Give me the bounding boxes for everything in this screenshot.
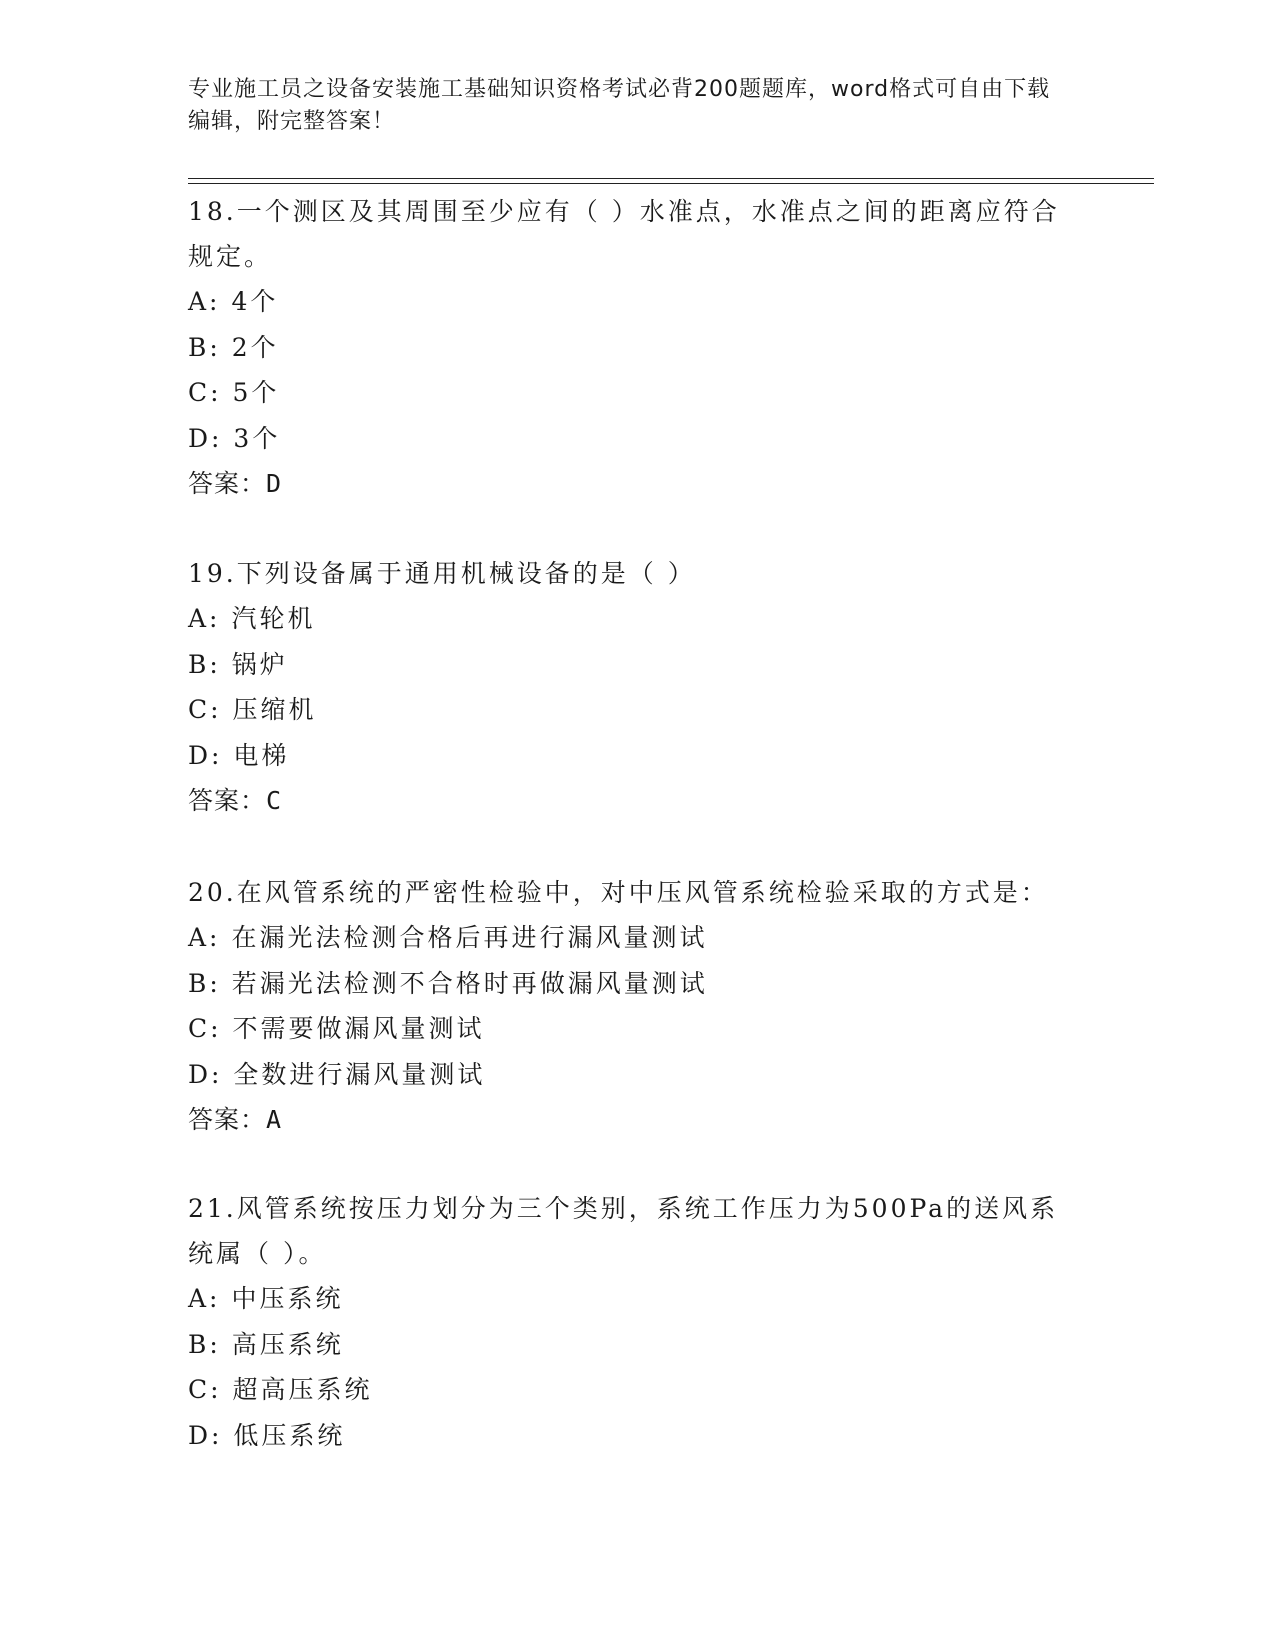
header-divider-top <box>188 178 1154 179</box>
option-label: A: <box>188 287 221 316</box>
answer-label: 答案： <box>188 469 267 498</box>
answer-line <box>188 778 1078 823</box>
option-label: A: <box>188 1284 221 1313</box>
option-d <box>188 1052 1078 1098</box>
question-text: 下列设备属于通用机械设备的是（ ） <box>236 559 696 588</box>
option-text: 若漏光法检测不合格时再做漏风量测试 <box>231 968 708 998</box>
option-d <box>188 416 1078 462</box>
option-label: D: <box>188 423 223 453</box>
option-c <box>188 370 1078 416</box>
option-d <box>188 1413 1078 1459</box>
option-label: A: <box>188 923 221 952</box>
option-label: B: <box>188 332 221 362</box>
option-text: 电梯 <box>233 740 290 770</box>
option-b <box>188 1322 1078 1368</box>
question-18 <box>188 189 1078 506</box>
document-header <box>188 74 1068 138</box>
option-text: 汽轮机 <box>231 604 316 633</box>
header-divider-bottom <box>188 183 1154 184</box>
answer-line <box>188 1097 1078 1142</box>
answer-line <box>188 461 1078 506</box>
question-20 <box>188 870 1078 1142</box>
option-text: 超高压系统 <box>232 1375 373 1404</box>
question-number: 18. <box>188 197 237 226</box>
option-text: 在漏光法检测合格后再进行漏风量测试 <box>231 923 708 952</box>
option-text: 高压系统 <box>231 1329 344 1359</box>
option-label: C: <box>188 378 222 407</box>
option-text: 不需要做漏风量测试 <box>232 1014 485 1043</box>
header-text: 专业施工员之设备安装施工基础知识资格考试必背200题题库，word格式可自由下载编辑，附完整答案！ <box>188 77 1051 134</box>
option-text: 2个 <box>231 332 279 362</box>
option-c <box>188 1367 1078 1413</box>
answer-value: A <box>266 1105 283 1134</box>
question-19 <box>188 551 1078 823</box>
option-label: C: <box>188 1375 222 1404</box>
option-text: 压缩机 <box>232 695 317 724</box>
option-label: D: <box>188 1059 223 1089</box>
question-text: 风管系统按压力划分为三个类别，系统工作压力为500Pa的送风系统属（ ）。 <box>188 1194 1059 1268</box>
option-text: 5个 <box>232 378 280 407</box>
question-21 <box>188 1186 1078 1458</box>
option-c <box>188 687 1078 733</box>
option-label: A: <box>188 604 221 633</box>
option-a <box>188 1276 1078 1322</box>
question-text: 在风管系统的严密性检验中，对中压风管系统检验采取的方式是： <box>236 878 1049 907</box>
option-text: 低压系统 <box>233 1420 346 1450</box>
option-b <box>188 961 1078 1007</box>
answer-label: 答案： <box>188 1105 267 1134</box>
option-d <box>188 733 1078 779</box>
question-number: 21. <box>188 1194 237 1223</box>
answer-label: 答案： <box>188 786 267 815</box>
option-b <box>188 325 1078 371</box>
answer-value: D <box>266 469 283 498</box>
question-stem <box>188 189 1078 279</box>
option-a <box>188 915 1078 961</box>
option-c <box>188 1006 1078 1052</box>
option-text: 锅炉 <box>231 649 288 679</box>
option-text: 3个 <box>233 423 281 453</box>
question-stem <box>188 870 1078 915</box>
option-label: D: <box>188 1420 223 1450</box>
option-text: 中压系统 <box>231 1284 344 1313</box>
option-label: D: <box>188 740 223 770</box>
question-stem <box>188 551 1078 596</box>
option-label: C: <box>188 695 222 724</box>
option-text: 全数进行漏风量测试 <box>233 1059 486 1089</box>
question-number: 20. <box>188 878 237 907</box>
option-label: C: <box>188 1014 222 1043</box>
option-a <box>188 279 1078 325</box>
option-text: 4个 <box>231 287 279 316</box>
option-label: B: <box>188 968 221 998</box>
option-a <box>188 596 1078 642</box>
question-stem <box>188 1186 1078 1276</box>
option-label: B: <box>188 1329 221 1359</box>
answer-value: C <box>266 786 283 815</box>
question-text: 一个测区及其周围至少应有（ ）水准点，水准点之间的距离应符合规定。 <box>188 197 1060 271</box>
option-b <box>188 642 1078 688</box>
question-number: 19. <box>188 559 237 588</box>
option-label: B: <box>188 649 221 679</box>
